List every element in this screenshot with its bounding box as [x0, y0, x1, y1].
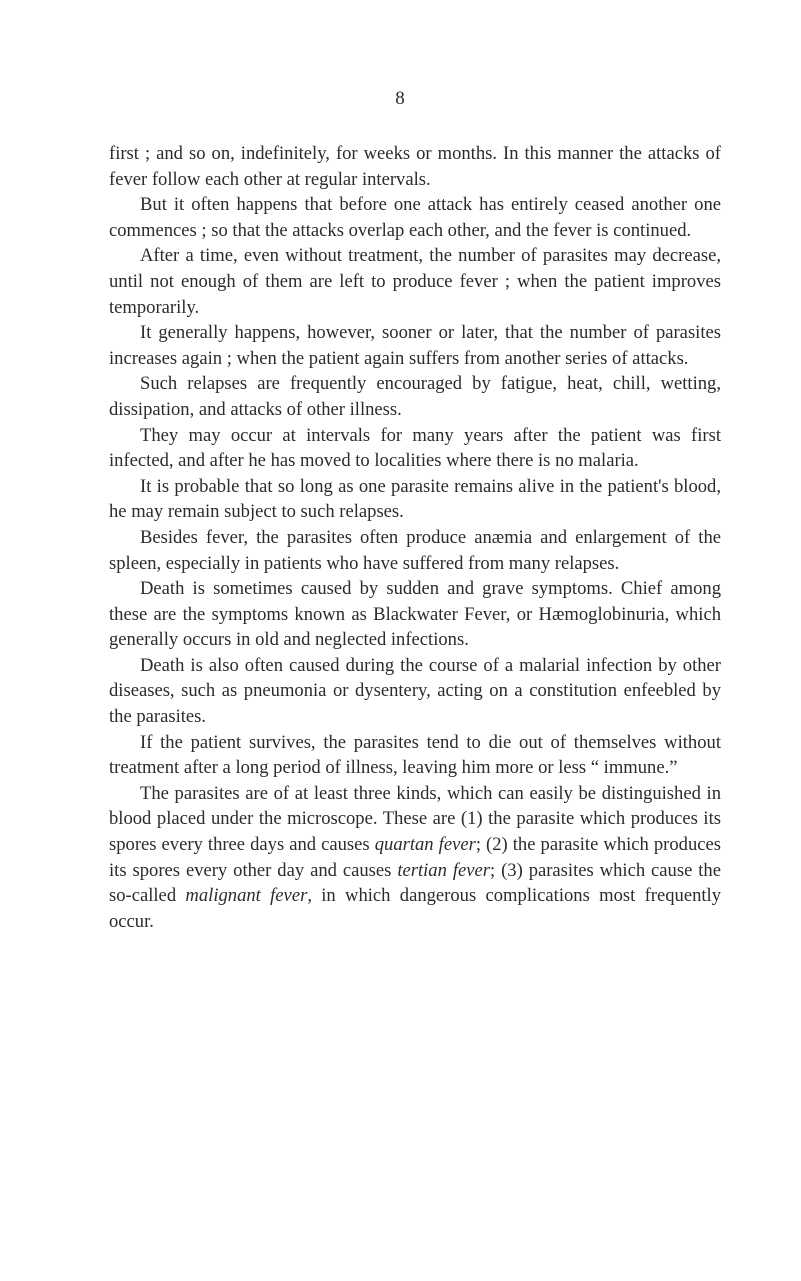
paragraph-continuation: first ; and so on, indefinitely, for weeks or months. In this manner the attacks of fever follow each other at regular intervals. — [109, 143, 721, 190]
text-body — [109, 141, 721, 934]
paragraph-decrease: After a time, even without treatment, the number of parasites may decrease, until not enough of them are left to produce fever ; when the patient improves temporarily. — [109, 245, 721, 318]
parasite-kinds-text-3: ; (3) parasites which cause the so-called — [109, 859, 721, 907]
paragraph-relapse-intervals: They may occur at intervals for many years after the patient was first infected, and after he has moved to localities where there is no malaria. — [109, 424, 721, 472]
paragraph-parasite-kinds — [109, 781, 721, 935]
paragraph-increase: It generally happens, however, sooner or later, that the number of parasites increases again ; when the patient again suffers from another series of attacks. — [109, 322, 721, 369]
parasite-kinds-text-1: The parasites are of at least three kinds, which can easily be distinguished in blood placed under the microscope. These are (1) the parasite which produces its spores every three days and causes — [109, 782, 721, 856]
term-quartan-fever: quartan fever — [374, 834, 476, 856]
paragraph-overlap: But it often happens that before one attack has entirely ceased another one commences ; so that the attacks overlap each other, and the fever is continued. — [109, 194, 721, 241]
parasite-kinds-text-2: ; (2) the parasite which produces its spores every other day and causes — [109, 834, 722, 881]
paragraph-relapse-subject: It is probable that so long as one parasite remains alive in the patient's blood, he may remain subject to such relapses. — [109, 475, 721, 523]
paragraph-immune: If the patient survives, the parasites tend to die out of themselves without treatment after a long period of illness, leaving him more or less “ immune.” — [109, 731, 721, 779]
paragraph-blackwater: Death is sometimes caused by sudden and grave symptoms. Chief among these are the symptoms known as Blackwater Fever, or Hæmoglobinuria, which generally occurs in old and neglected infections. — [109, 578, 721, 651]
paragraph-other-diseases: Death is also often caused during the course of a malarial infection by other diseases, such as pneumonia or dysentery, acting on a constitution enfeebled by the parasites. — [109, 654, 721, 728]
term-tertian-fever: tertian fever — [397, 859, 490, 881]
page-number: 8 — [395, 88, 406, 109]
parasite-kinds-text-4: , in which dangerous complications most frequently occur. — [109, 885, 722, 932]
paragraph-relapse-causes: Such relapses are frequently encouraged by fatigue, heat, chill, wetting, dissipation, and attacks of other illness. — [109, 373, 721, 420]
paragraph-anaemia: Besides fever, the parasites often produce anæmia and enlargement of the spleen, especially in patients who have suffered from many relapses. — [109, 526, 721, 574]
term-malignant-fever: malignant fever — [185, 885, 308, 907]
